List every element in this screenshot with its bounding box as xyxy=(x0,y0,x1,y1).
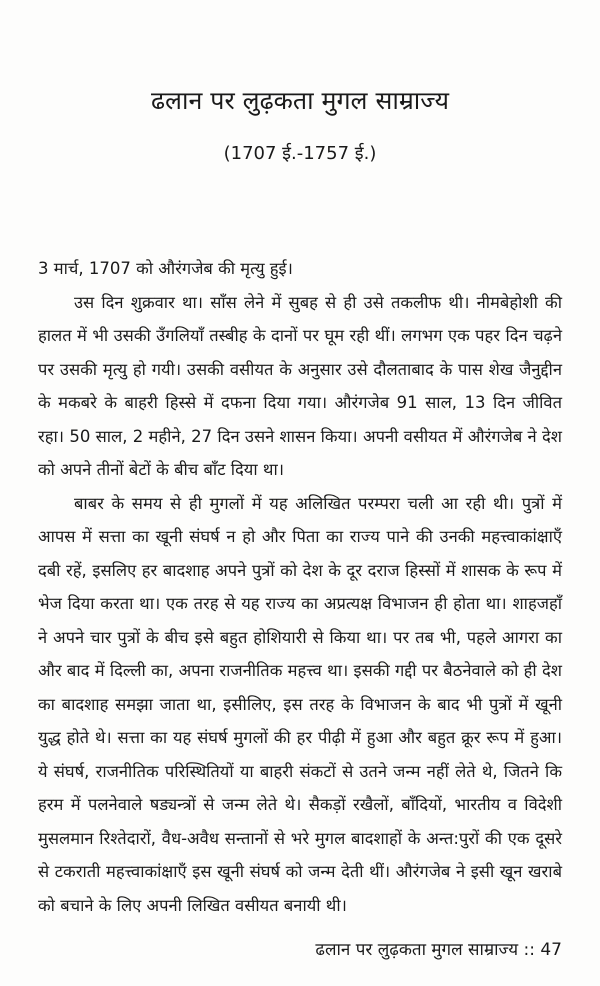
paragraph-opening: 3 मार्च, 1707 को औरंगजेब की मृत्यु हुई। xyxy=(38,259,293,278)
chapter-date-range: (1707 ई.-1757 ई.) xyxy=(223,143,377,164)
chapter-title: ढलान पर लुढ़कता मुगल साम्राज्य xyxy=(150,86,450,115)
paragraph-succession-tradition: बाबर के समय से ही मुगलों में यह अलिखित परम्परा चली आ रही थी। पुत्रों में आपस में सत्ता का खूनी संघर्ष न हो और पिता का राज्य पाने की उनकी महत्त्वाकांक्षाएँ दबी रहें, इसलिए हर बादशाह अपने पुत्रों को देश के दूर दराज हिस्सों में शासक के रूप में भेज दिया करता था। एक तरह से यह राज्य का अप्रत्यक्ष विभाजन ही होता था। शाहजहाँ ने अपने चार पुत्रों के बीच इसे बहुत होशियारी से किया था। पर तब भी, पहले आगरा का और बाद में दिल्ली का, अपना राजनीतिक महत्त्व था। इसकी गद्दी पर बैठनेवाले को ही देश का बादशाह समझा जाता था, इसीलिए, इस तरह के विभाजन के बाद भी पुत्रों में खूनी युद्ध होते थे। सत्ता का यह संघर्ष मुगलों की हर पीढ़ी में हुआ और बहुत क्रूर रूप में हुआ। ये संघर्ष, राजनीतिक परिस्थितियों या बाहरी संकटों से उतने जन्म नहीं लेते थे, जितने कि हरम में पलनेवाले षड्यन्त्रों से जन्म लेते थे। सैकड़ों रखैलों, बाँदियों, भारतीय व विदेशी मुसलमान रिश्तेदारों, वैध-अवैध सन्तानों से भरे मुगल बादशाहों के अन्त:पुरों की एक दूसरे से टकराती महत्त्वाकांक्षाएँ इस खूनी संघर्ष को जन्म देती थीं। औरंगजेब ने इसी खून खराबे को बचाने के लिए अपनी लिखित वसीयत बनायी थी। xyxy=(38,493,562,915)
paragraph-death-account: उस दिन शुक्रवार था। साँस लेने में सुबह से ही उसे तकलीफ थी। नीमबेहोशी की हालत में भी उसकी उँगलियाँ तस्बीह के दानों पर घूम रही थीं। लगभग एक पहर दिन चढ़ने पर उसकी मृत्यु हो गयी। उसकी वसीयत के अनुसार उसे दौलताबाद के पास शेख जैनुद्दीन के मकबरे के बाहरी हिस्से में दफना दिया गया। औरंगजेब 91 साल, 13 दिन जीवित रहा। 50 साल, 2 महीने, 27 दिन उसने शासन किया। अपनी वसीयत में औरंगजेब ने देश को अपने तीनों बेटों के बीच बाँट दिया था। xyxy=(38,292,562,479)
chapter-body xyxy=(38,252,562,922)
running-footer: ढलान पर लुढ़कता मुगल साम्राज्य :: 47 xyxy=(315,940,562,960)
